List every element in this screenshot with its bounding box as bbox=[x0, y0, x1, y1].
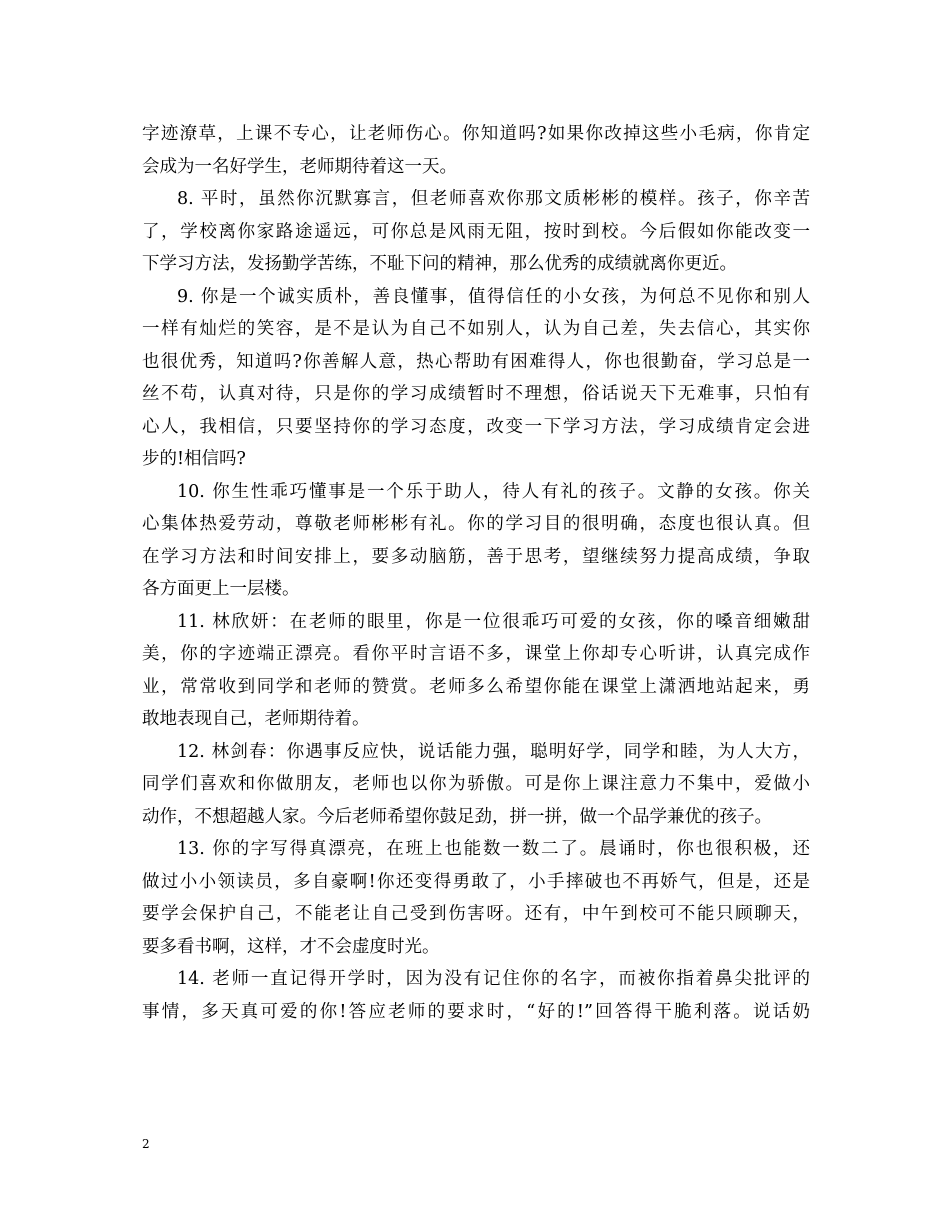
text-line: 丝不苟，认真对待，只是你的学习成绩暂时不理想，俗话说天下无难事，只怕有 bbox=[142, 384, 810, 404]
text-line: 8. 平时，虽然你沉默寡言，但老师喜欢你那文质彬彬的模样。孩子，你辛苦 bbox=[177, 189, 810, 209]
text-line: 敢地表现自己，老师期待着。 bbox=[142, 709, 370, 729]
text-line: 12. 林剑春：你遇事反应快，说话能力强，聪明好学，同学和睦，为人大方， bbox=[177, 741, 810, 762]
text-line: 了，学校离你家路途遥远，可你总是风雨无阻，按时到校。今后假如你能改变一 bbox=[142, 221, 810, 242]
text-line: 会成为一名好学生，老师期待着这一天。 bbox=[142, 156, 457, 177]
text-line: 14. 老师一直记得开学时，因为没有记住你的名字，而被你指着鼻尖批评的 bbox=[177, 969, 810, 989]
text-line: 一样有灿烂的笑容，是不是认为自己不如别人，认为自己差，失去信心，其实你 bbox=[142, 319, 810, 339]
text-line: 在学习方法和时间安排上，要多动脑筋，善于思考，望继续努力提高成绩，争取 bbox=[142, 546, 810, 567]
text-line: 心集体热爱劳动，尊敬老师彬彬有礼。你的学习目的很明确，态度也很认真。但 bbox=[142, 514, 810, 534]
text-line: 要学会保护自己，不能老让自己受到伤害呀。还有，中午到校可不能只顾聊天， bbox=[142, 904, 810, 924]
text-line: 10. 你生性乖巧懂事是一个乐于助人，待人有礼的孩子。文静的女孩。你关 bbox=[177, 481, 810, 502]
text-line: 业，常常收到同学和老师的赞赏。老师多么希望你能在课堂上潇洒地站起来，勇 bbox=[142, 676, 810, 697]
text-line: 9. 你是一个诚实质朴，善良懂事，值得信任的小女孩，为何总不见你和别人 bbox=[177, 286, 810, 307]
text-line: 动作，不想超越人家。今后老师希望你鼓足劲，拼一拼，做一个品学兼优的孩子。 bbox=[142, 806, 772, 827]
text-line: 要多看书啊，这样，才不会虚度时光。 bbox=[142, 936, 440, 957]
text-line: 步的!相信吗? bbox=[142, 449, 246, 469]
text-line: 字迹潦草，上课不专心，让老师伤心。你知道吗?如果你改掉这些小毛病，你肯定 bbox=[142, 124, 810, 144]
text-line: 事情，多天真可爱的你!答应老师的要求时，“好的!”回答得干脆利落。说话奶 bbox=[142, 1001, 810, 1022]
page-number: 2 bbox=[142, 1137, 150, 1151]
text-line: 下学习方法，发扬勤学苦练，不耻下问的精神，那么优秀的成绩就离你更近。 bbox=[142, 254, 737, 274]
text-line: 美，你的字迹端正漂亮。看你平时言语不多，课堂上你却专心听讲，认真完成作 bbox=[142, 644, 810, 664]
text-line: 13. 你的字写得真漂亮，在班上也能数一数二了。晨诵时，你也很积极，还 bbox=[177, 839, 810, 859]
text-line: 做过小小领读员，多自豪啊!你还变得勇敢了，小手摔破也不再娇气，但是，还是 bbox=[142, 871, 810, 892]
text-line: 同学们喜欢和你做朋友，老师也以你为骄傲。可是你上课注意力不集中，爱做小 bbox=[142, 774, 810, 794]
text-line: 也很优秀，知道吗?你善解人意，热心帮助有困难得人，你也很勤奋，学习总是一 bbox=[142, 351, 810, 372]
text-line: 各方面更上一层楼。 bbox=[142, 579, 300, 599]
text-line: 心人，我相信，只要坚持你的学习态度，改变一下学习方法，学习成绩肯定会进 bbox=[142, 416, 810, 437]
text-line: 11. 林欣妍：在老师的眼里，你是一位很乖巧可爱的女孩，你的嗓音细嫩甜 bbox=[177, 611, 810, 632]
body-text bbox=[142, 118, 810, 1028]
